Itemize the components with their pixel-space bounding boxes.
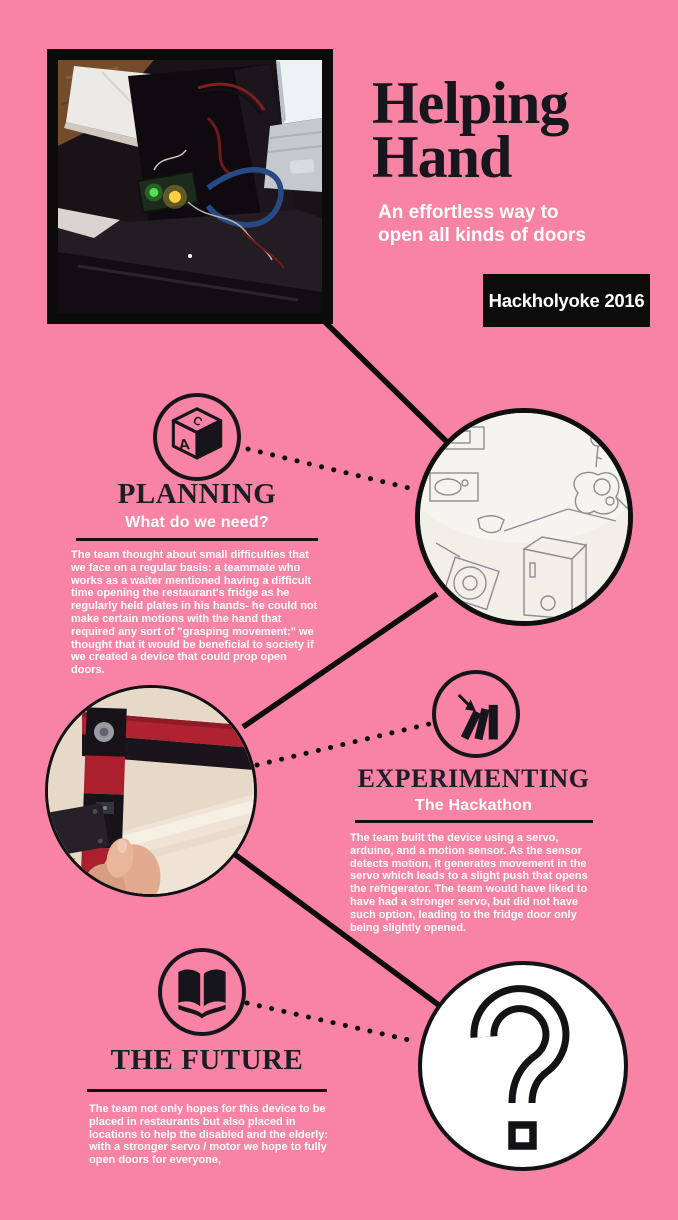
event-badge (483, 274, 650, 327)
section-experimenting (350, 764, 597, 934)
planning-body: The team thought about small difficulties that we face on a regular basis: a teammate who works as a waiter mentioned having a difficult time opening the restaurant's fridge as he regularly held plates in his hands- he could not make certain motions with the hand that required any sort of "grasping movement:" we thought that it would be beneficial to society if we created a device that could prop open doors. (71, 549, 318, 677)
toy-block-icon (153, 393, 241, 481)
experimenting-body: The team built the device using a servo, arduino, and a motion sensor. As the sensor detects motion, it generates movement in the servo which leads to a slight push that opens the refrigerator. The team would have liked to have had a stronger servo, but did not have such option, leading to the fridge door only being slightly opened. (350, 832, 588, 934)
page-title (372, 70, 672, 190)
question-mark-glyph (422, 965, 624, 1167)
future-body: The team not only hopes for this device to be placed in restaurants but also placed in locations to help the disabled and the elderly: with a stronger servo / motor we hope to fully open doors for everyone, (89, 1103, 328, 1167)
experimenting-divider (355, 820, 593, 823)
question-mark-icon (418, 961, 628, 1171)
hero-device-photo (47, 49, 333, 324)
falling-dominoes-icon (432, 670, 520, 758)
subtitle-line-2: open all kinds of doors (378, 225, 586, 246)
section-planning (71, 478, 323, 677)
hero-photo-illustration (58, 60, 322, 313)
planning-divider (76, 538, 318, 541)
sketch-illustration (420, 413, 628, 621)
svg-text:A: A (177, 436, 191, 455)
title-line-2: Hand (372, 124, 512, 190)
future-heading: THE FUTURE (110, 1044, 304, 1076)
subtitle (378, 201, 638, 247)
idea-sketches-photo (415, 408, 633, 626)
open-book-icon (158, 948, 246, 1036)
experimenting-subheading: The Hackathon (414, 797, 533, 814)
prototype-arm-photo (45, 685, 257, 897)
title-line-1: Helping (372, 70, 569, 136)
subtitle-line-1: An effortless way to (378, 202, 559, 223)
planning-subheading: What do we need? (125, 514, 269, 531)
planning-heading: PLANNING (117, 478, 277, 510)
experimenting-heading: EXPERIMENTING (357, 764, 590, 793)
prototype-illustration (48, 688, 254, 894)
svg-text:C: C (190, 412, 205, 430)
section-future (83, 1044, 331, 1167)
future-divider (87, 1089, 327, 1092)
event-badge-label: Hackholyoke 2016 (488, 289, 645, 311)
